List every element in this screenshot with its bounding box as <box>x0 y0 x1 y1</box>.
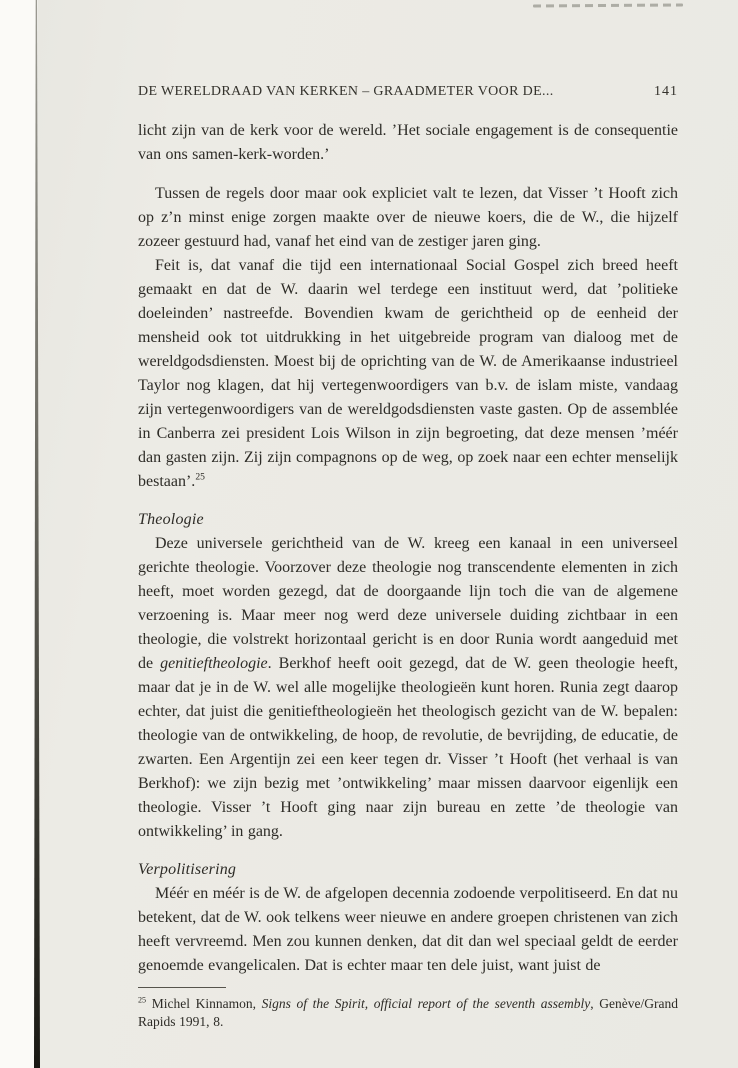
paragraph <box>138 882 678 978</box>
section-heading: Theologie <box>138 511 204 528</box>
text-run: licht zijn van de kerk voor de wereld. ’Het sociale engagement is de consequentie van ons samen-kerk-worden.’ <box>138 122 678 163</box>
running-header <box>138 84 678 100</box>
paragraph <box>138 182 678 254</box>
text-run: , Genève/Grand Rapids 1991, 8. <box>138 996 678 1029</box>
italic-text: genitieftheologie <box>160 655 268 672</box>
footnote-separator <box>138 987 226 988</box>
footnote-reference: 25 <box>195 471 205 483</box>
text-run: Méér en méér is de W. de afgelopen decennia zodoende verpolitiseerd. En dat nu betekent, dat de W. ook telkens weer nieuwe en andere groepen christenen van zich heeft vervreemd. Men zou kunnen denken, dat dit dan wel speciaal geldt de eerder genoemde evangelicalen. Dat is echter maar ten dele juist, want juist de <box>138 885 678 974</box>
paragraph <box>138 119 678 167</box>
footnote-marker: 25 <box>138 995 147 1005</box>
pencil-marks-decoration <box>533 3 683 7</box>
header-title: DE WERELDRAAD VAN KERKEN – GRAADMETER VOOR DE... <box>138 84 554 99</box>
page-number: 141 <box>654 84 678 99</box>
text-run: Michel Kinnamon, <box>151 996 262 1011</box>
body-text <box>138 119 678 978</box>
footnote-text <box>138 995 678 1030</box>
text-run: Feit is, dat vanaf die tijd een internationaal Social Gospel zich breed heeft gemaakt en dat de W. daarin wel terdege een instituut werd, dat ’politieke doeleinden’ nastreefde. Bovendien kwam de gerichtheid op de eenheid der mensheid ook tot uitdrukking in het uitgebreide program van dialoog met de wereldgodsdiensten. Moest bij de oprichting van de W. de Amerikaanse industrieel Taylor nog klagen, dat hij vertegenwoordigers van b.v. de islam miste, vandaag zijn vertegenwoordigers van de wereldgodsdiensten vaste gasten. Op de assemblée in Canberra zei president Lois Wilson in zijn begroeting, dat deze mensen ’méér dan gasten zijn. Zij zijn compagnons op de weg, op zoek naar een echter menselijk bestaan’. <box>138 257 678 490</box>
section-heading: Verpolitisering <box>138 861 237 878</box>
page-content <box>138 84 678 1030</box>
text-run: . Berkhof heeft ooit gezegd, dat de W. geen theologie heeft, maar dat je in de W. wel alle mogelijke theologieën kunt horen. Runia zegt daarop echter, dat juist die genitieftheologieën het theologisch gezicht van de W. bepalen: theologie van de ontwikkeling, de hoop, de revolutie, de bevrijding, de educatie, de zwarten. Een Argentijn zei een keer tegen dr. Visser ’t Hooft (het verhaal is van Berkhof): we zijn bezig met ’ontwikkeling’ maar missen daarvoor eigenlijk een theologie. Visser ’t Hooft ging naar zijn bureau en zette ’de theologie van ontwikkeling’ in gang. <box>138 655 678 840</box>
footnote-area <box>138 987 678 1030</box>
italic-text: Signs of the Spirit, official report of the seventh assembly <box>261 996 591 1011</box>
paragraph <box>138 532 678 844</box>
text-run: Deze universele gerichtheid van de W. kreeg een kanaal in een universeel gerichte theologie. Voorzover deze theologie nog transcendente elementen in zich heeft, moet worden gezegd, dat de doorgaande lijn toch die van de algemene verzoening is. Maar meer nog werd deze universele duiding zichtbaar in een theologie, die volstrekt horizontaal gericht is en door Runia wordt aangeduid met de <box>138 535 678 672</box>
text-run: Tussen de regels door maar ook expliciet valt te lezen, dat Visser ’t Hooft zich op z’n minst enige zorgen maakte over de nieuwe koers, die de W., die hijzelf zozeer gestuurd had, vanaf het eind van de zestiger jaren ging. <box>138 185 678 250</box>
paragraph <box>138 254 678 494</box>
book-page <box>38 0 738 1068</box>
